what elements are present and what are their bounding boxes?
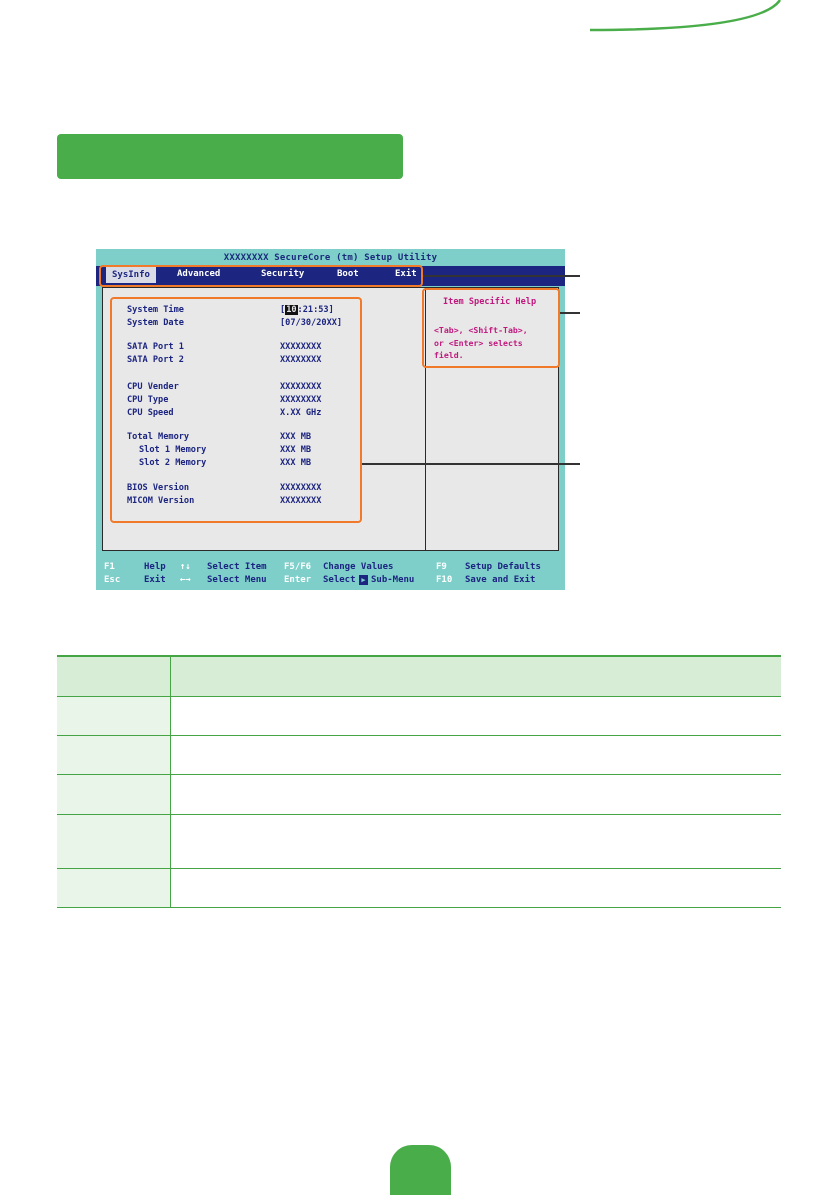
help-text: <Tab>, <Shift-Tab>, or <Enter> selects field.	[434, 325, 528, 360]
footer-key-f9: F9	[436, 562, 447, 572]
time-cursor[interactable]: 10	[286, 305, 297, 315]
row-label-cpu-speed: CPU Speed	[127, 408, 174, 418]
footer-text-setup-defaults: Setup Defaults	[465, 562, 541, 572]
row-value-slot-1-memory: XXX MB	[280, 445, 312, 455]
section-banner	[57, 134, 403, 179]
page-corner-arc	[0, 0, 839, 100]
footer-text-change-values: Change Values	[323, 562, 394, 572]
bios-title: XXXXXXXX SecureCore (tm) Setup Utility	[223, 253, 438, 263]
footer-text-select: Select	[323, 575, 356, 585]
table-row	[57, 696, 781, 735]
footer-key-enter: Enter	[284, 575, 312, 585]
table-header	[57, 655, 781, 696]
row-label-cpu-vender: CPU Vender	[127, 382, 179, 392]
row-label-cpu-type: CPU Type	[127, 395, 169, 405]
row-label-system-date: System Date	[127, 318, 184, 328]
footer-key-leftright: ←→	[180, 575, 191, 585]
table-row	[57, 735, 781, 774]
footer-text-help: Help	[144, 562, 166, 572]
row-label-micom-version: MICOM Version	[127, 496, 195, 506]
row-label-slot-1-memory: Slot 1 Memory	[139, 445, 207, 455]
indicator-box-help	[422, 288, 560, 368]
row-label-slot-2-memory: Slot 2 Memory	[139, 458, 207, 468]
row-label-sata-port-2: SATA Port 2	[127, 355, 184, 365]
footer-key-f1: F1	[104, 562, 115, 572]
row-label-system-time: System Time	[127, 305, 184, 315]
menu-sysinfo[interactable]: SysInfo	[106, 267, 156, 283]
indicator-box-main	[110, 297, 362, 523]
footer-text-select-menu: Select Menu	[207, 575, 267, 585]
footer-text-exit: Exit	[144, 575, 166, 585]
row-value-sata-port-2: XXXXXXXX	[280, 355, 322, 365]
row-label-bios-version: BIOS Version	[127, 483, 190, 493]
row-value-total-memory: XXX MB	[280, 432, 312, 442]
indicator-box-menu	[99, 265, 423, 287]
table-row	[57, 814, 781, 868]
menu-advanced[interactable]: Advanced	[177, 269, 221, 279]
footer-text-save-and-exit: Save and Exit	[465, 575, 536, 585]
row-value-sata-port-1: XXXXXXXX	[280, 342, 322, 352]
row-value-system-date[interactable]: [07/30/20XX]	[280, 318, 343, 328]
table-column-divider	[170, 655, 171, 907]
row-value-cpu-vender: XXXXXXXX	[280, 382, 322, 392]
footer-text-sub-menu: Sub-Menu	[371, 575, 415, 585]
callout-line-menu	[423, 275, 580, 277]
footer-key-f10: F10	[436, 575, 453, 585]
callout-line-main	[362, 463, 580, 465]
menu-security[interactable]: Security	[261, 269, 305, 279]
row-value-micom-version: XXXXXXXX	[280, 496, 322, 506]
row-value-system-time[interactable]: [10:21:53]	[280, 305, 334, 315]
menu-exit[interactable]: Exit	[395, 269, 417, 279]
footer-key-esc: Esc	[104, 575, 121, 585]
table-row	[57, 774, 781, 814]
row-value-slot-2-memory: XXX MB	[280, 458, 312, 468]
menu-boot[interactable]: Boot	[337, 269, 359, 279]
row-value-bios-version: XXXXXXXX	[280, 483, 322, 493]
footer-text-select-item: Select Item	[207, 562, 267, 572]
row-label-total-memory: Total Memory	[127, 432, 190, 442]
row-label-sata-port-1: SATA Port 1	[127, 342, 184, 352]
row-value-cpu-type: XXXXXXXX	[280, 395, 322, 405]
footer-key-updown: ↑↓	[180, 562, 191, 572]
table-bottom-border	[57, 907, 781, 908]
page-number-tab	[390, 1145, 451, 1195]
help-title: Item Specific Help	[443, 297, 537, 307]
table-row	[57, 868, 781, 907]
footer-key-f5f6: F5/F6	[284, 562, 312, 572]
callout-line-help	[560, 312, 580, 314]
row-value-cpu-speed: X.XX GHz	[280, 408, 322, 418]
submenu-arrow-icon: ▶	[359, 575, 368, 585]
